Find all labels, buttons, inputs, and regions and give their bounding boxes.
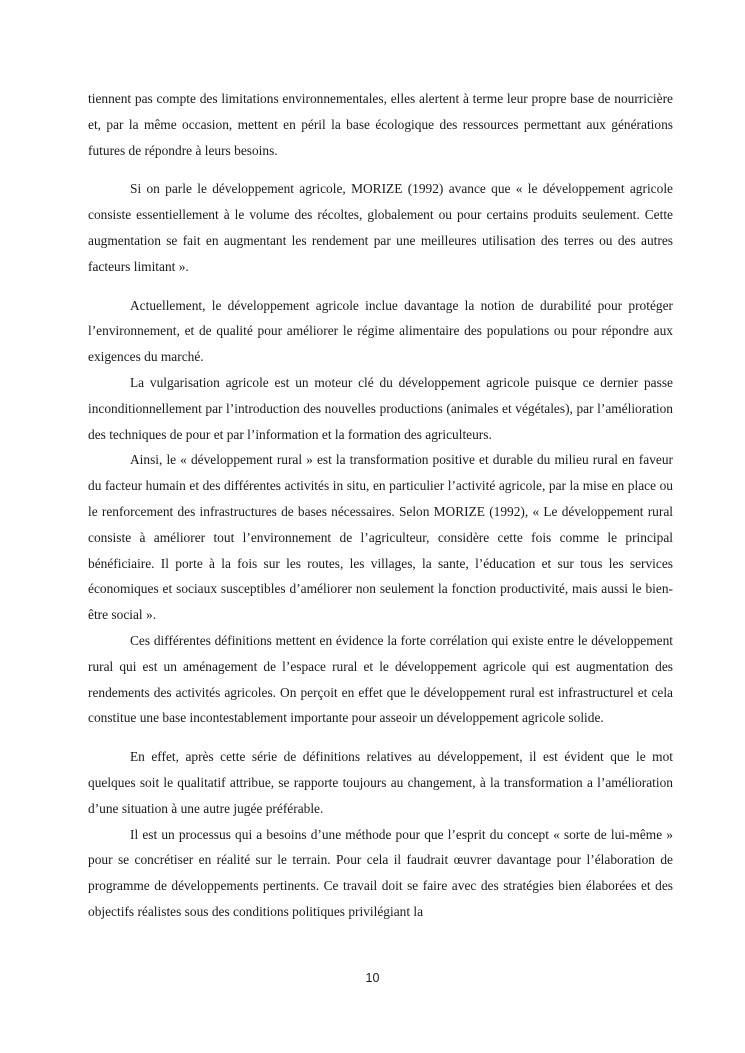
paragraph-agricultural-development: Si on parle le développement agricole, MORIZE (1992) avance que « le développement agricole consiste essentiellement à le volume des récoltes, globalement ou pour certains produits seulement. Cette augmentation se fait en augmentant les rendement par une meilleures utilisation des terres ou des autres facteurs limitant ».: [88, 181, 673, 274]
paragraph-extension: La vulgarisation agricole est un moteur clé du développement agricole puisque ce dernier passe inconditionnellement par l’introduction des nouvelles productions (animales et végétales), par l’amélioration des techniques de pour et par l’information et la formation des agriculteurs.: [88, 374, 673, 442]
paragraph-correlation: Ces différentes définitions mettent en évidence la forte corrélation qui existe entre le développement rural qui est un aménagement de l’espace rural et le développement agricole qui est augmentation des rendements des activités agricoles. On perçoit en effet que le développement rural est infrastructurel et cela constitue une base incontestablement importante pour asseoir un développement agricole solide.: [88, 632, 673, 726]
page-number: 10: [365, 971, 380, 985]
paragraph-change: En effet, après cette série de définitions relatives au développement, il est évident que le mot quelques soit le qualitatif attribue, se rapporte toujours au changement, à la transformation a l’amélioration d’une situation à une autre jugée préférable.: [88, 749, 673, 816]
paragraph-sustainability: Actuellement, le développement agricole inclue davantage la notion de durabilité pour protéger l’environnement, et de qualité pour améliorer le régime alimentaire des populations ou pour répondre aux exigences du marché.: [88, 297, 673, 365]
body-text: [88, 86, 673, 925]
paragraph-continuation: tiennent pas compte des limitations environnementales, elles alertent à terme leur propre base de nourricière et, par la même occasion, mettent en péril la base écologique des ressources permettant aux générations futures de répondre à leurs besoins.: [88, 91, 673, 158]
paragraph-process: Il est un processus qui a besoins d’une méthode pour que l’esprit du concept « sorte de lui-même » pour se concrétiser en réalité sur le terrain. Pour cela il faudrait œuvrer davantage pour l’élaboration de programme de développements pertinents. Ce travail doit se faire avec des stratégies bien élaborées et des objectifs réalistes sous des conditions politiques privilégiant la: [88, 826, 673, 919]
paragraph-rural-development: Ainsi, le « développement rural » est la transformation positive et durable du milieu rural en faveur du facteur humain et des différentes activités in situ, en particulier l’activité agricole, par la mise en place ou le renforcement des infrastructures de bases nécessaires. Selon MORIZE (1992), « Le développement rural consiste à améliorer tout l’environnement de l’agriculteur, considère cette fois comme le principal bénéficiaire. Il porte à la fois sur les routes, les villages, la sante, l’éducation et sur tous les services économiques et sociaux susceptibles d’améliorer non seulement la fonction productivité, mais aussi le bien-être social ».: [88, 452, 673, 623]
